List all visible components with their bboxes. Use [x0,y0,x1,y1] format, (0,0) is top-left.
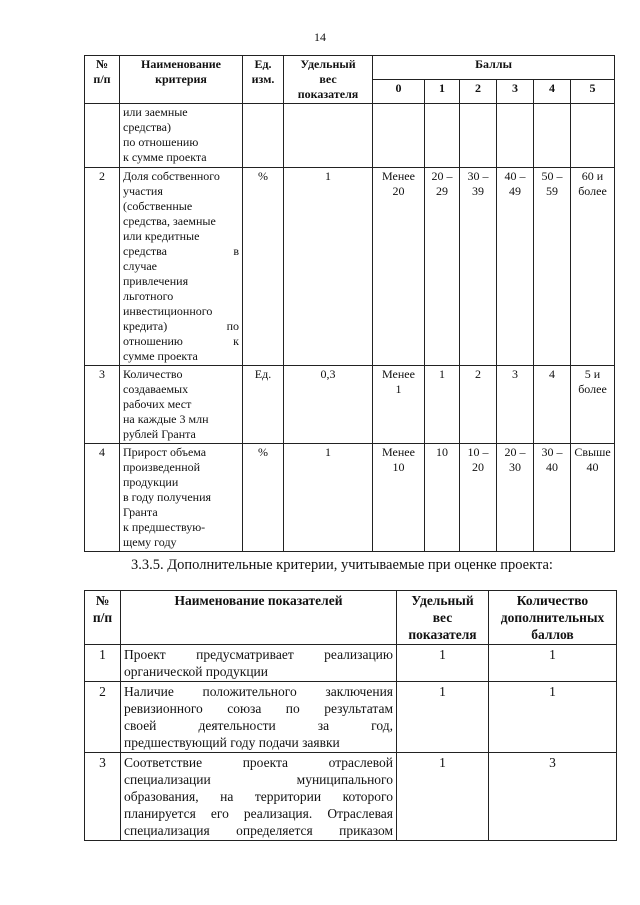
table-row [85,753,617,841]
unit: % [243,168,284,366]
point-4: 50 – 59 [534,168,571,366]
section-heading: 3.3.5. Дополнительные критерии, учитываемые при оценке проекта: [131,557,553,573]
criterion-name: Прирост объема произведенной продукции в году получения Гранта к предшествую- щему году [120,444,243,552]
weight: 1 [397,645,489,682]
weight: 1 [397,682,489,753]
point-2: 2 [460,366,497,444]
additional-criteria-table [84,590,617,841]
point-2: 10 – 20 [460,444,497,552]
table-row [85,444,615,552]
header-weight: Удельный вес показателя [397,591,489,645]
indicator-name: Наличие положительного заключения ревизионного союза по результатам своей деятельности за год, предшествующий году подачи заявки [121,682,397,753]
header-point-1: 1 [425,80,460,104]
extra-points: 1 [489,645,617,682]
page-number: 14 [314,30,326,44]
header-num: № п/п [85,56,120,104]
table-row [85,366,615,444]
unit: % [243,444,284,552]
header-point-0: 0 [373,80,425,104]
point-3: 40 – 49 [497,168,534,366]
weight: 1 [284,444,373,552]
point-0: Менее 10 [373,444,425,552]
header-unit: Ед. изм. [243,56,284,104]
point-3: 20 – 30 [497,444,534,552]
indicator-name: Проект предусматривает реализацию органической продукции [121,645,397,682]
point-5: 60 и более [571,168,615,366]
criterion-name: Количество создаваемых рабочих мест на каждые 3 млн рублей Гранта [120,366,243,444]
extra-points: 3 [489,753,617,841]
weight: 0,3 [284,366,373,444]
criterion-name: или заемные средства) по отношению к сумме проекта [120,104,243,168]
row-num: 4 [85,444,120,552]
row-num: 2 [85,682,121,753]
row-num: 3 [85,366,120,444]
header-extra-points: Количество дополнительных баллов [489,591,617,645]
unit: Ед. [243,366,284,444]
header-point-2: 2 [460,80,497,104]
row-num: 3 [85,753,121,841]
header-points: Баллы [373,56,615,80]
table-row [85,645,617,682]
point-2: 30 – 39 [460,168,497,366]
point-4: 30 – 40 [534,444,571,552]
table-row [85,168,615,366]
point-0: Менее 1 [373,366,425,444]
extra-points: 1 [489,682,617,753]
point-5: 5 и более [571,366,615,444]
point-1: 10 [425,444,460,552]
point-0: Менее 20 [373,168,425,366]
row-num: 2 [85,168,120,366]
table-row [85,682,617,753]
table-row [85,104,615,168]
header-num: № п/п [85,591,121,645]
header-point-5: 5 [571,80,615,104]
point-4: 4 [534,366,571,444]
header-point-3: 3 [497,80,534,104]
header-weight: Удельный вес показателя [284,56,373,104]
weight: 1 [284,168,373,366]
header-name: Наименование показателей [121,591,397,645]
point-3: 3 [497,366,534,444]
point-1: 1 [425,366,460,444]
indicator-name: Соответствие проекта отраслевой специализации муниципального образования, на территории которого планируется его реализация. Отраслевая специализация определяется приказом [121,753,397,841]
point-1: 20 – 29 [425,168,460,366]
header-name: Наименование критерия [120,56,243,104]
criteria-table [84,55,615,552]
weight: 1 [397,753,489,841]
point-5: Свыше 40 [571,444,615,552]
row-num: 1 [85,645,121,682]
header-point-4: 4 [534,80,571,104]
criterion-name: Доля собственного участия (собственные средства, заемные или кредитные средства в случае привлечения льготного инвестиционного кредита) по отношению к сумме проекта [120,168,243,366]
